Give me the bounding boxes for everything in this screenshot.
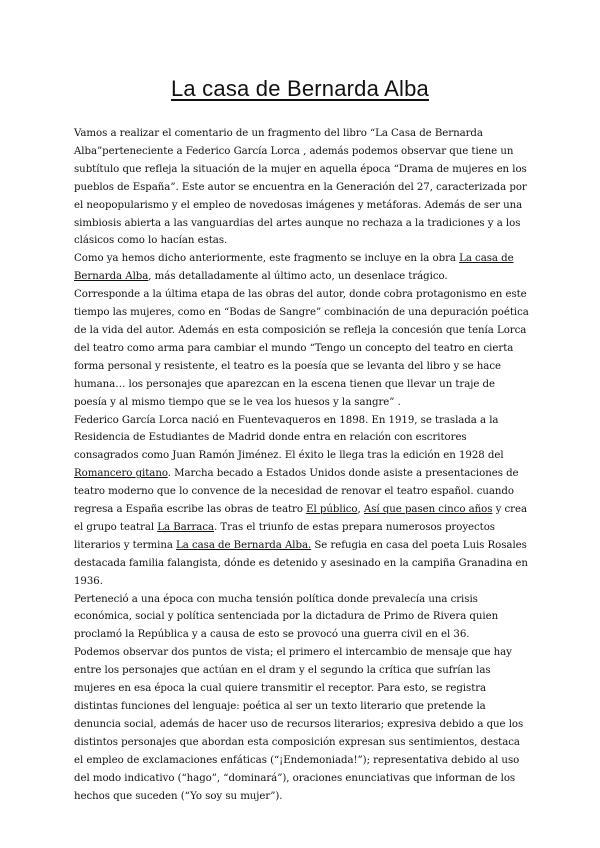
work-title-la-barraca: La Barraca [157, 521, 214, 533]
text-span: Perteneció a una época con mucha tensión política donde prevalecía una crisis económica, social y política sentenciada por la dictadura de Primo de Rivera quien proclamó la República y a causa de esto se provocó una guerra civil en el 36. [74, 593, 499, 641]
text-span: Podemos observar dos puntos de vista; el primero el intercambio de mensaje que hay entre los personajes que actúan en el dram y el segundo la crítica que sufrían las mujeres en esa época la cual quiere transmitir el receptor. Para esto, se registra distintas funciones del lenguaje: poética al ser un texto literario que pretende la denuncia social, además de hacer uso de recursos literarios; expresiva debido a que los distintos personajes que abordan esta composición expresan sus sentimientos, destaca el empleo de exclamaciones enfáticas (“¡Endemoniada!”); representativa debido al uso del modo indicativo (“hago”, “dominará”), oraciones enunciativas que informan de los hechos que suceden (“Yo soy su mujer”). [74, 647, 524, 802]
paragraph-biography [74, 412, 530, 591]
paragraph-historical-context [74, 591, 530, 645]
text-span: . Marcha becado a Estados Unidos donde asiste a presentaciones de teatro moderno que lo convence de la necesidad de renovar el teatro español. cuando regresa a España escribe las obras de teatro [74, 468, 519, 516]
text-span: , [357, 504, 364, 516]
paragraph-fragment-context [74, 250, 530, 286]
text-span: Federico García Lorca nació en Fuentevaqueros en 1898. En 1919, se traslada a la Residencia de Estudiantes de Madrid donde entra en relación con escritores consagrados como Juan Ramón Jiménez. El éxito le llega tras la edición en 1928 del [74, 414, 504, 462]
paragraph-intro [74, 125, 530, 250]
work-title-romancero-gitano: Romancero gitano [74, 468, 168, 480]
paragraph-analysis [74, 644, 530, 805]
text-span: Se refugia en casa del poeta Luis Rosales destacada familia falangista, dónde es detenido y asesinado en la campiña Granadina en 1936. [74, 539, 528, 587]
work-title-asi-que-pasen: Así que pasen cinco años [363, 504, 493, 516]
text-span: y crea el grupo teatral [74, 504, 527, 533]
work-title-bernarda-alba-2: La casa de Bernarda Alba. [176, 539, 312, 551]
text-span: . Tras el triunfo de estas prepara numerosos proyectos literarios y termina [74, 521, 495, 551]
text-span: Como ya hemos dicho anteriormente, este fragmento se incluye en la obra [74, 253, 460, 265]
work-title-el-publico: El público [306, 504, 358, 516]
document-body [74, 125, 530, 805]
text-span: Vamos a realizar el comentario de un fragmento del libro “La Casa de Bernarda Alba”perteneciente a Federico García Lorca , además podemos observar que tiene un subtítulo que refleja la situación de la mujer en aquella época “Drama de mujeres en los pueblos de España”. Este autor se encuentra en la Generación del 27, caracterizada por el neopopularismo y el empleo de novedosas imágenes y metáforas. Además de ser una simbiosis abierta a las vanguardias del artes aunque no rechaza a la tradiciones y a los clásicos como lo hacían estas. [74, 128, 527, 247]
work-title-bernarda-alba: La casa de Bernarda Alba [74, 253, 514, 283]
text-span: , más detalladamente al último acto, un desenlace trágico. [148, 271, 448, 283]
text-span: Corresponde a la última etapa de las obras del autor, donde cobra protagonismo en este tiempo las mujeres, como en “Bodas de Sangre” combinación de una depuración poética de la vida del autor. Además en esta composición se refleja la concesión que tenía Lorca del teatro como arma para cambiar el mundo “Tengo un concepto del teatro en cierta forma personal y resistente, el teatro es la poesía que se levanta del libro y se hace humana… los personajes que aparezcan en la escena tienen que llevar un traje de poesía y al mismo tiempo que se le vea los huesos y la sangre” . [74, 289, 529, 408]
document-title: La casa de Bernarda Alba [171, 76, 429, 101]
paragraph-author-stage [74, 286, 530, 411]
